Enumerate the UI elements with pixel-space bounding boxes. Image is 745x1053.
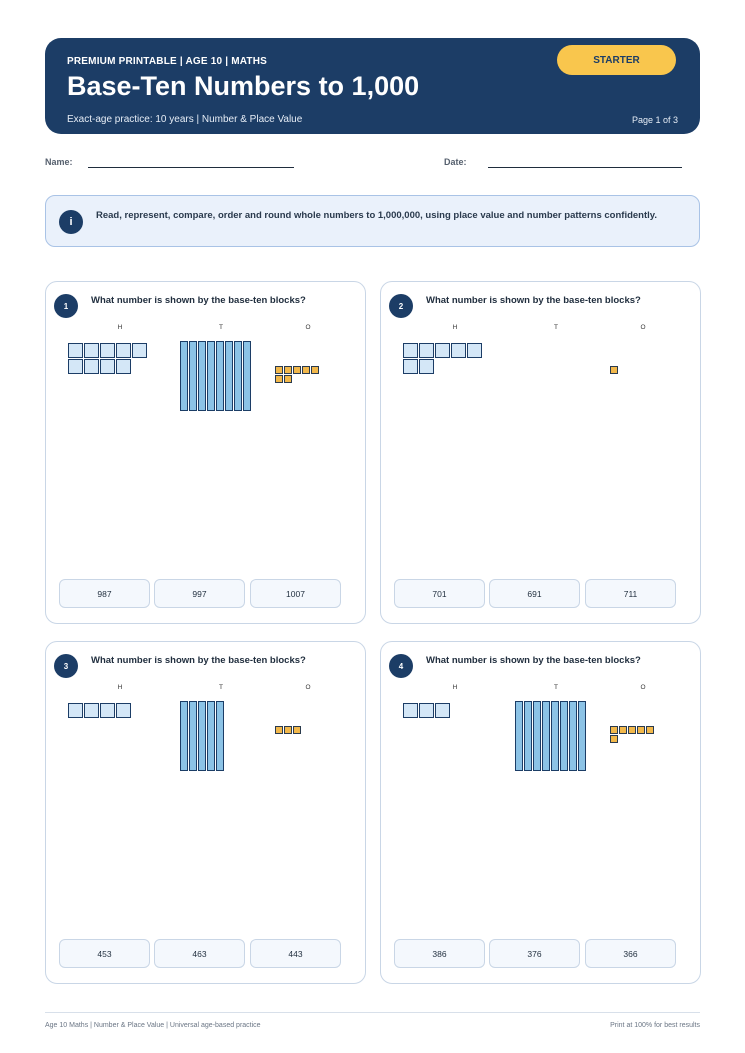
question-text: What number is shown by the base-ten blocks?: [91, 295, 306, 306]
answer-option[interactable]: 1007: [250, 579, 341, 608]
answer-option[interactable]: 463: [154, 939, 245, 968]
page-number: Page 1 of 3: [631, 115, 678, 125]
name-line[interactable]: [88, 167, 294, 168]
one-unit: [619, 726, 627, 734]
ten-rod: [234, 341, 242, 411]
hundred-flat: [403, 359, 418, 374]
footer-right-text: Print at 100% for best results: [610, 1022, 700, 1029]
question-text: What number is shown by the base-ten blocks?: [91, 655, 306, 666]
learning-objective-text: Read, represent, compare, order and round whole numbers to 1,000,000, using place value and number patterns confidently.: [96, 210, 657, 221]
ten-rod: [207, 701, 215, 771]
answer-option[interactable]: 453: [59, 939, 150, 968]
answer-option[interactable]: 386: [394, 939, 485, 968]
hundred-flat: [403, 703, 418, 718]
one-unit: [646, 726, 654, 734]
ten-rod: [198, 341, 206, 411]
place-value-header: O: [305, 684, 311, 691]
ten-rod: [542, 701, 550, 771]
hundred-flat: [467, 343, 482, 358]
place-value-header: H: [452, 324, 458, 331]
header-kicker: PREMIUM PRINTABLE | AGE 10 | MATHS: [67, 56, 267, 67]
question-card: [380, 641, 701, 984]
place-value-header: O: [305, 324, 311, 331]
question-text: What number is shown by the base-ten blocks?: [426, 655, 641, 666]
hundred-flat: [435, 343, 450, 358]
ten-rod: [225, 341, 233, 411]
ten-rod: [189, 341, 197, 411]
hundred-flat: [419, 703, 434, 718]
hundred-flat: [132, 343, 147, 358]
place-value-header: O: [640, 684, 646, 691]
header-subtitle: Exact-age practice: 10 years | Number & Place Value: [67, 114, 303, 125]
info-icon: i: [59, 210, 83, 234]
one-unit: [284, 726, 292, 734]
question-number: 3: [54, 654, 78, 678]
hundred-flat: [84, 343, 99, 358]
answer-option[interactable]: 997: [154, 579, 245, 608]
hundred-flat: [68, 343, 83, 358]
ten-rod: [551, 701, 559, 771]
ten-rod: [243, 341, 251, 411]
hundred-flat: [435, 703, 450, 718]
ten-rod: [515, 701, 523, 771]
ten-rod: [198, 701, 206, 771]
footer-divider: [45, 1012, 700, 1013]
ten-rod: [578, 701, 586, 771]
hundred-flat: [84, 359, 99, 374]
hundred-flat: [116, 703, 131, 718]
one-unit: [293, 366, 301, 374]
worksheet-header: [45, 38, 700, 134]
hundred-flat: [451, 343, 466, 358]
hundred-flat: [403, 343, 418, 358]
learning-objective-box: [45, 195, 700, 247]
one-unit: [275, 375, 283, 383]
answer-option[interactable]: 366: [585, 939, 676, 968]
hundred-flat: [68, 703, 83, 718]
answer-option[interactable]: 376: [489, 939, 580, 968]
one-unit: [302, 366, 310, 374]
question-card: [45, 281, 366, 624]
answer-option[interactable]: 987: [59, 579, 150, 608]
place-value-header: T: [554, 684, 558, 691]
answer-option[interactable]: 711: [585, 579, 676, 608]
ten-rod: [569, 701, 577, 771]
ten-rod: [207, 341, 215, 411]
hundred-flat: [100, 343, 115, 358]
hundred-flat: [419, 343, 434, 358]
name-label: Name:: [45, 157, 73, 167]
one-unit: [610, 726, 618, 734]
hundred-flat: [116, 359, 131, 374]
one-unit: [275, 366, 283, 374]
page-title: Base-Ten Numbers to 1,000: [67, 71, 420, 101]
ten-rod: [560, 701, 568, 771]
place-value-header: H: [117, 684, 123, 691]
place-value-header: H: [452, 684, 458, 691]
one-unit: [628, 726, 636, 734]
one-unit: [293, 726, 301, 734]
place-value-header: H: [117, 324, 123, 331]
hundred-flat: [100, 359, 115, 374]
answer-option[interactable]: 443: [250, 939, 341, 968]
place-value-header: T: [219, 324, 223, 331]
place-value-header: T: [554, 324, 558, 331]
date-label: Date:: [444, 157, 467, 167]
question-card: [45, 641, 366, 984]
hundred-flat: [84, 703, 99, 718]
question-number: 1: [54, 294, 78, 318]
level-badge: STARTER: [557, 45, 676, 75]
hundred-flat: [100, 703, 115, 718]
ten-rod: [180, 341, 188, 411]
one-unit: [311, 366, 319, 374]
question-number: 4: [389, 654, 413, 678]
question-card: [380, 281, 701, 624]
question-number: 2: [389, 294, 413, 318]
one-unit: [284, 366, 292, 374]
one-unit: [637, 726, 645, 734]
answer-option[interactable]: 701: [394, 579, 485, 608]
one-unit: [284, 375, 292, 383]
ten-rod: [189, 701, 197, 771]
ten-rod: [524, 701, 532, 771]
place-value-header: T: [219, 684, 223, 691]
ten-rod: [216, 341, 224, 411]
hundred-flat: [68, 359, 83, 374]
ten-rod: [180, 701, 188, 771]
answer-option[interactable]: 691: [489, 579, 580, 608]
footer-left-text: Age 10 Maths | Number & Place Value | Universal age-based practice: [45, 1022, 261, 1029]
one-unit: [610, 735, 618, 743]
one-unit: [610, 366, 618, 374]
ten-rod: [533, 701, 541, 771]
ten-rod: [216, 701, 224, 771]
question-text: What number is shown by the base-ten blocks?: [426, 295, 641, 306]
date-line[interactable]: [488, 167, 682, 168]
one-unit: [275, 726, 283, 734]
hundred-flat: [419, 359, 434, 374]
place-value-header: O: [640, 324, 646, 331]
hundred-flat: [116, 343, 131, 358]
